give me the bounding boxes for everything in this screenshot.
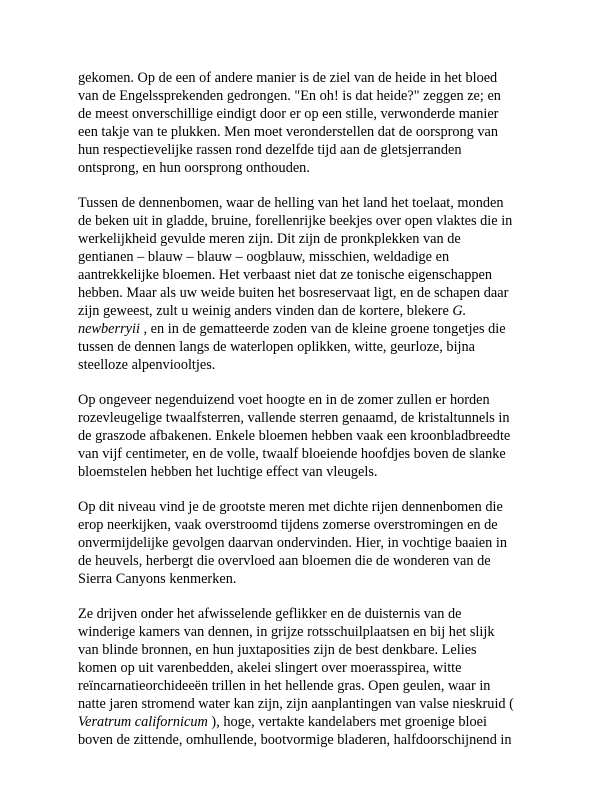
text-segment: winderige kamers van dennen, in grijze rotsschuilplaatsen en bij het slijk <box>78 624 495 640</box>
text-segment: van de Engelssprekenden gedrongen. "En oh! is dat heide?" zeggen ze; en <box>78 88 501 104</box>
text-segment: van blinde bronnen, en hun juxtaposities zijn de best denkbare. Lelies <box>78 642 477 658</box>
text-line <box>78 695 543 713</box>
text-segment: de heuvels, herbergt die overvloed aan bloemen die de wonderen van de <box>78 553 491 569</box>
text-line <box>78 159 543 177</box>
text-line <box>78 320 543 338</box>
text-line <box>78 641 543 659</box>
text-segment: komen op uit varenbedden, akelei slingert over moerasspirea, witte <box>78 660 462 676</box>
paragraph-2 <box>78 194 543 374</box>
paragraph-5 <box>78 605 543 749</box>
text-line <box>78 105 543 123</box>
text-line <box>78 69 543 87</box>
text-line <box>78 212 543 230</box>
text-segment: werkelijkheid gevulde meren zijn. Dit zijn de pronkplekken van de <box>78 231 461 247</box>
text-segment: Sierra Canyons kenmerken. <box>78 571 237 587</box>
italic-text: newberryii <box>78 321 140 337</box>
text-segment: ontsprong, en hun oorsprong onthouden. <box>78 160 310 176</box>
text-segment: de beken uit in gladde, bruine, forellenrijke beekjes over open vlaktes die in <box>78 213 513 229</box>
text-line <box>78 731 543 749</box>
text-line <box>78 570 543 588</box>
text-segment: hun respectievelijke rassen rond dezelfde tijd aan de gletsjerranden <box>78 142 462 158</box>
text-line <box>78 713 543 731</box>
text-segment: zijn geweest, zult u weinig anders vinden dan de kortere, blekere <box>78 303 453 319</box>
text-line <box>78 356 543 374</box>
text-segment: aantrekkelijke bloemen. Het verbaast niet dat ze tonische eigenschappen <box>78 267 493 283</box>
text-line <box>78 284 543 302</box>
text-segment: natte jaren stromend water kan zijn, zijn aanplantingen van valse nieskruid ( <box>78 696 514 712</box>
text-segment: rozevleugelige twaalfsterren, vallende sterren genaamd, de kristaltunnels in <box>78 410 510 426</box>
text-line <box>78 302 543 320</box>
text-segment: tussen de dennen langs de waterlopen oplikken, witte, geurloze, bijna <box>78 339 476 355</box>
text-segment: ), hoge, vertakte kandelabers met groenige bloei <box>207 714 487 730</box>
text-segment: steelloze alpenviooltjes. <box>78 357 216 373</box>
text-line <box>78 427 543 445</box>
text-line <box>78 87 543 105</box>
text-segment: , en in de gematteerde zoden van de kleine groene tongetjes die <box>139 321 506 337</box>
text-segment: erop neerkijken, vaak overstroomd tijdens zomerse overstromingen en de <box>78 517 498 533</box>
text-line <box>78 266 543 284</box>
text-line <box>78 123 543 141</box>
text-segment: Op dit niveau vind je de grootste meren met dichte rijen dennenbomen die <box>78 499 503 515</box>
text-segment: van vijf centimeter, en de volle, twaalf bloeiende hoofdjes boven de slanke <box>78 446 506 462</box>
paragraph-1 <box>78 69 543 177</box>
text-line <box>78 552 543 570</box>
text-segment: hebben. Maar als uw weide buiten het bosreservaat ligt, en de schapen daar <box>78 285 509 301</box>
text-line <box>78 338 543 356</box>
text-segment: Tussen de dennenbomen, waar de helling van het land het toelaat, monden <box>78 195 504 211</box>
text-segment: Ze drijven onder het afwisselende geflikker en de duisternis van de <box>78 606 462 622</box>
text-line <box>78 141 543 159</box>
text-line <box>78 677 543 695</box>
italic-text: Veratrum californicum <box>78 714 208 730</box>
text-line <box>78 230 543 248</box>
italic-text: G. <box>452 303 467 319</box>
text-line <box>78 248 543 266</box>
text-line <box>78 516 543 534</box>
text-line <box>78 445 543 463</box>
text-segment: een takje van te plukken. Men moet veronderstellen dat de oorsprong van <box>78 124 499 140</box>
text-line <box>78 623 543 641</box>
paragraph-3 <box>78 391 543 481</box>
text-segment: de meest onverschillige eindigt door er op een stille, verwonderde manier <box>78 106 499 122</box>
text-line <box>78 498 543 516</box>
text-segment: Op ongeveer negenduizend voet hoogte en in de zomer zullen er horden <box>78 392 490 408</box>
text-line <box>78 605 543 623</box>
text-segment: reïncarnatieorchideeën trillen in het hellende gras. Open geulen, waar in <box>78 678 491 694</box>
paragraph-4 <box>78 498 543 588</box>
text-line <box>78 463 543 481</box>
text-segment: boven de zittende, omhullende, bootvormige bladeren, halfdoorschijnend in <box>78 732 512 748</box>
document-page <box>78 69 543 766</box>
text-line <box>78 409 543 427</box>
text-line <box>78 659 543 677</box>
text-line <box>78 391 543 409</box>
text-segment: gentianen – blauw – blauw – oogblauw, misschien, weldadige en <box>78 249 450 265</box>
text-segment: de graszode afbakenen. Enkele bloemen hebben vaak een kroonbladbreedte <box>78 428 511 444</box>
text-segment: gekomen. Op de een of andere manier is de ziel van de heide in het bloed <box>78 70 498 86</box>
text-line <box>78 194 543 212</box>
text-line <box>78 534 543 552</box>
text-segment: onvermijdelijke gevolgen daarvan ondervinden. Hier, in vochtige baaien in <box>78 535 507 551</box>
text-segment: bloemstelen hebben het luchtige effect van vleugels. <box>78 464 378 480</box>
